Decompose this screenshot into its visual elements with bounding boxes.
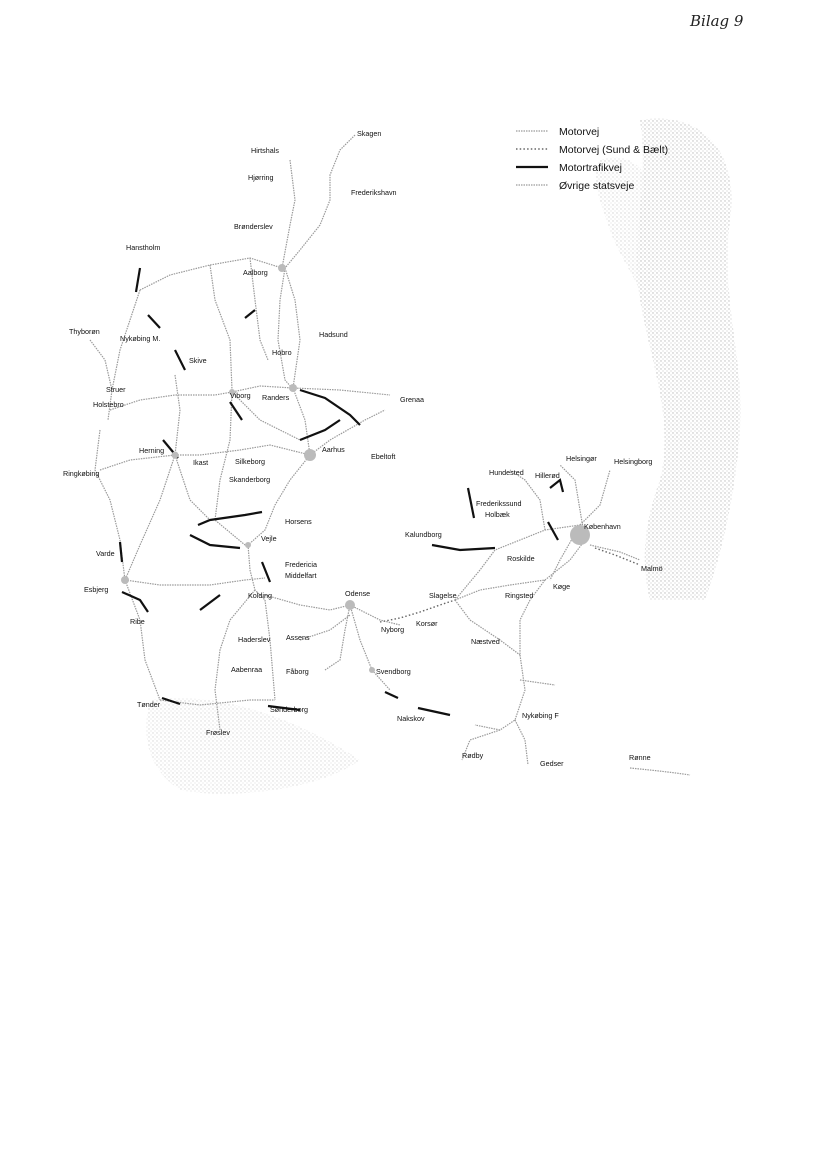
- city-label: Korsør: [416, 619, 438, 628]
- city-label: Middelfart: [285, 571, 317, 580]
- city-label: Viborg: [230, 391, 251, 400]
- city-label: Malmö: [641, 564, 663, 573]
- city-label: Aarhus: [322, 445, 345, 454]
- city-label: Aalborg: [243, 268, 268, 277]
- city-label: Nykøbing F: [522, 711, 559, 720]
- city-label: Ribe: [130, 617, 145, 626]
- city-label: Holbæk: [485, 510, 510, 519]
- city-label: Tønder: [137, 700, 161, 709]
- legend-other-label: Øvrige statsveje: [559, 180, 635, 192]
- city-label: Hobro: [272, 348, 292, 357]
- legend-motorvej-label: Motorvej: [559, 126, 600, 138]
- city-label: Holstebro: [93, 400, 124, 409]
- city-labels: [63, 129, 663, 768]
- city-label: Ikast: [193, 458, 209, 467]
- city-label: Køge: [553, 582, 571, 591]
- city-label: Helsingør: [566, 454, 597, 463]
- city-label: Kalundborg: [405, 530, 442, 539]
- legend-bridge-label: Motorvej (Sund & Bælt): [559, 144, 669, 156]
- city-label: Hjørring: [248, 173, 274, 182]
- city-label: Nakskov: [397, 714, 425, 723]
- city-label: Assens: [286, 633, 310, 642]
- city-label: Struer: [106, 385, 126, 394]
- city-label: Frøslev: [206, 728, 230, 737]
- city-label: Sønderborg: [270, 705, 308, 714]
- city-label: Haderslev: [238, 635, 271, 644]
- city-label: Hirtshals: [251, 146, 279, 155]
- city-label: Silkeborg: [235, 457, 265, 466]
- city-label: Nyborg: [381, 625, 405, 634]
- legend-motortrafikvej-label: Motortrafikvej: [559, 162, 623, 174]
- city-label: Grenaa: [400, 395, 424, 404]
- city-label: Odense: [345, 589, 371, 598]
- city-label: Rønne: [629, 753, 651, 762]
- city-label: Ebeltoft: [371, 452, 396, 461]
- city-label: Hundested: [489, 468, 524, 477]
- city-label: Helsingborg: [614, 457, 653, 466]
- city-label: Roskilde: [507, 554, 535, 563]
- city-label: Esbjerg: [84, 585, 109, 594]
- city-label: Horsens: [285, 517, 312, 526]
- city-label: Frederikssund: [476, 499, 522, 508]
- city-label: Fåborg: [286, 667, 309, 676]
- city-label: Ringsted: [505, 591, 534, 600]
- city-label: Hadsund: [319, 330, 348, 339]
- city-label: Herning: [139, 446, 165, 455]
- city-label: Aabenraa: [231, 665, 263, 674]
- city-label: Svendborg: [376, 667, 411, 676]
- city-label: Fredericia: [285, 560, 317, 569]
- city-label: Varde: [96, 549, 115, 558]
- page-annotation: Bilag 9: [690, 12, 744, 30]
- city-label: Nykøbing M.: [120, 334, 161, 343]
- city-label: Rødby: [462, 751, 484, 760]
- city-label: Hanstholm: [126, 243, 161, 252]
- city-label: Brønderslev: [234, 222, 273, 231]
- city-label: Frederikshavn: [351, 188, 397, 197]
- city-label: Slagelse: [429, 591, 457, 600]
- city-label: Randers: [262, 393, 290, 402]
- city-label: Gedser: [540, 759, 564, 768]
- city-label: Skive: [189, 356, 207, 365]
- city-label: Næstved: [471, 637, 500, 646]
- city-label: Skagen: [357, 129, 382, 138]
- city-label: København: [584, 522, 621, 531]
- city-label: Thyborøn: [69, 327, 100, 336]
- city-label: Hillerød: [535, 471, 560, 480]
- city-label: Ringkøbing: [63, 469, 100, 478]
- city-label: Skanderborg: [229, 475, 271, 484]
- city-label: Kolding: [248, 591, 272, 600]
- city-label: Vejle: [261, 534, 277, 543]
